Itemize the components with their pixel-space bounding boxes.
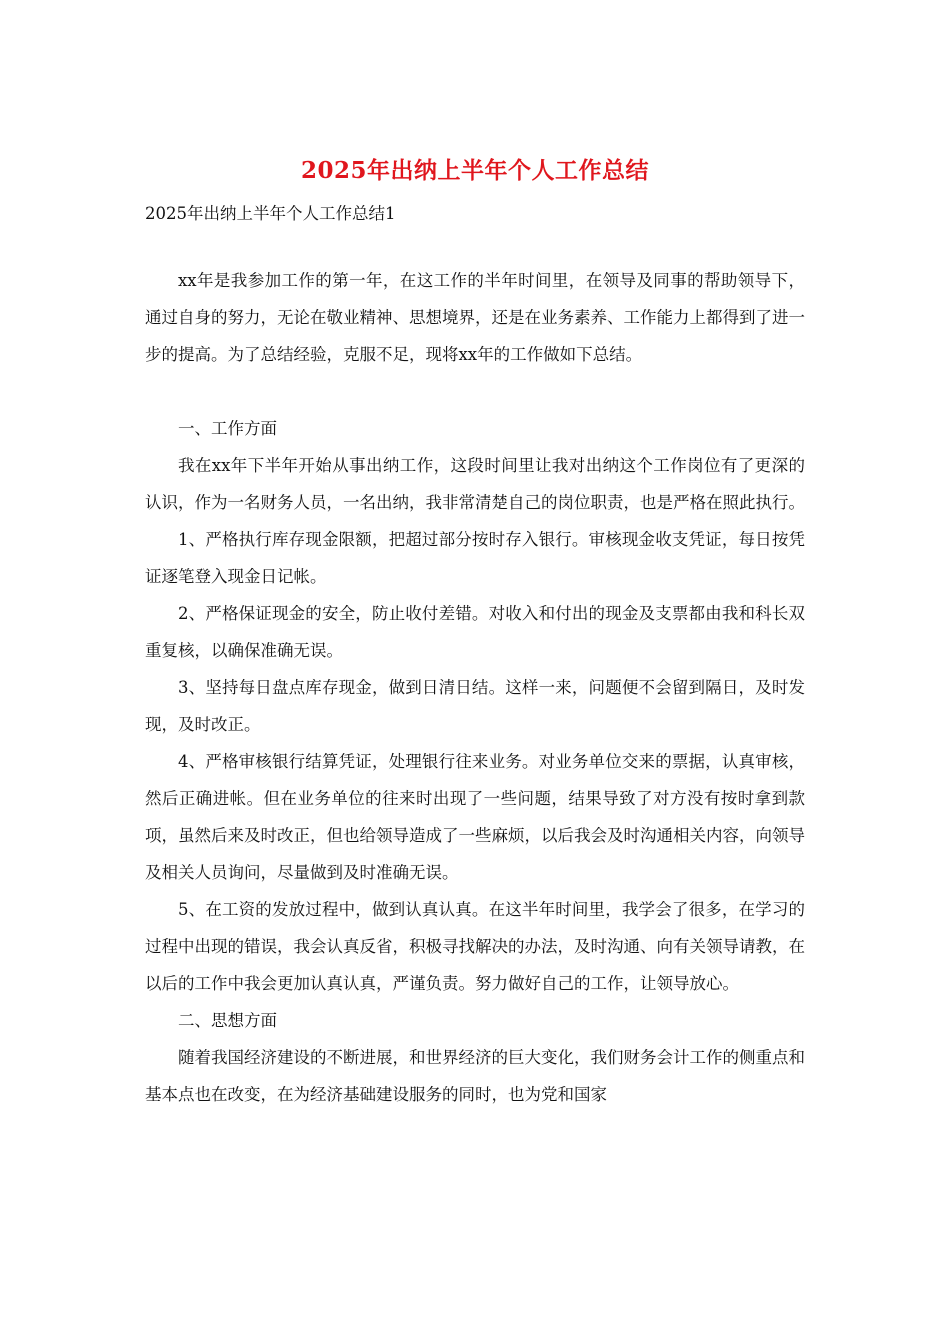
paragraph-work-intro: 我在xx年下半年开始从事出纳工作，这段时间里让我对出纳这个工作岗位有了更深的认识，作为一名财务人员，一名出纳，我非常清楚自己的岗位职责，也是严格在照此执行。 xyxy=(145,456,805,512)
paragraph-item-1: 1、严格执行库存现金限额，把超过部分按时存入银行。审核现金收支凭证，每日按凭证逐笔登入现金日记帐。 xyxy=(145,530,805,586)
section-heading-work: 一、工作方面 xyxy=(178,419,277,438)
document-subtitle: 2025年出纳上半年个人工作总结1 xyxy=(145,204,396,223)
document-title: 2025年出纳上半年个人工作总结 xyxy=(300,157,649,184)
paragraph-item-2: 2、严格保证现金的安全，防止收付差错。对收入和付出的现金及支票都由我和科长双重复核，以确保准确无误。 xyxy=(145,604,805,660)
section-heading-thought: 二、思想方面 xyxy=(178,1011,277,1030)
paragraph-intro: xx年是我参加工作的第一年，在这工作的半年时间里，在领导及同事的帮助领导下，通过自身的努力，无论在敬业精神、思想境界，还是在业务素养、工作能力上都得到了进一步的提高。为了总结经验，克服不足，现将xx年的工作做如下总结。 xyxy=(145,271,805,364)
paragraph-gap xyxy=(145,373,805,410)
paragraph-item-4: 4、严格审核银行结算凭证，处理银行往来业务。对业务单位交来的票据，认真审核，然后正确进帐。但在业务单位的往来时出现了一些问题，结果导致了对方没有按时拿到款项，虽然后来及时改正，但也给领导造成了一些麻烦，以后我会及时沟通相关内容，向领导及相关人员询问，尽量做到及时准确无误。 xyxy=(145,752,805,882)
paragraph-item-5: 5、在工资的发放过程中，做到认真认真。在这半年时间里，我学会了很多，在学习的过程中出现的错误，我会认真反省，积极寻找解决的办法，及时沟通、向有关领导请教，在以后的工作中我会更加认真认真，严谨负责。努力做好自己的工作，让领导放心。 xyxy=(145,900,805,993)
document-body xyxy=(145,262,805,1113)
paragraph-item-3: 3、坚持每日盘点库存现金，做到日清日结。这样一来，问题便不会留到隔日，及时发现，及时改正。 xyxy=(145,678,805,734)
paragraph-thought: 随着我国经济建设的不断进展，和世界经济的巨大变化，我们财务会计工作的侧重点和基本点也在改变，在为经济基础建设服务的同时，也为党和国家 xyxy=(145,1048,805,1104)
